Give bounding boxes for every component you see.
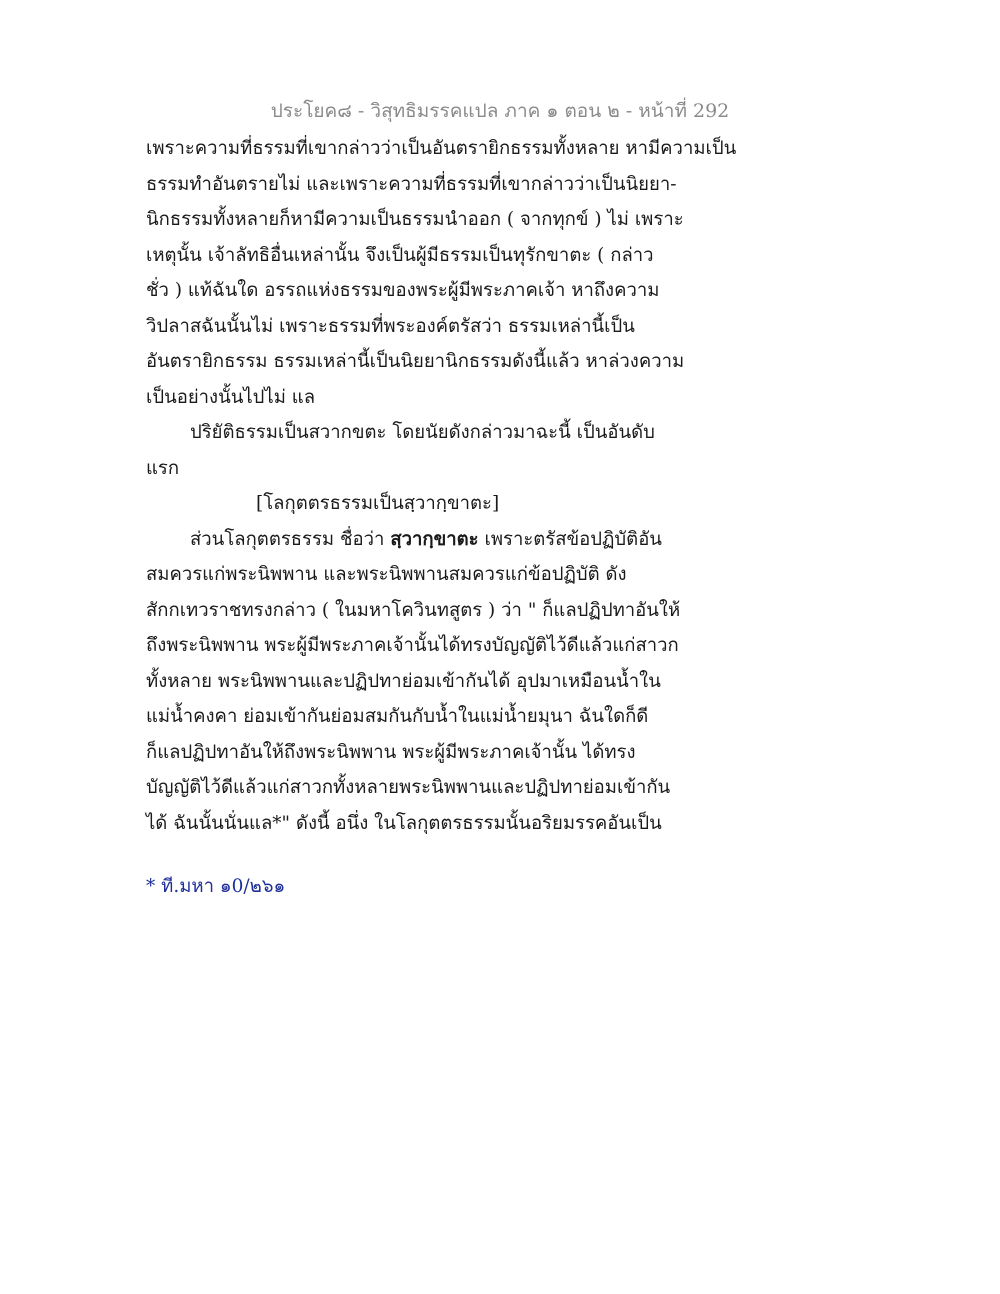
page-header [0,96,1000,126]
bold-term: สฺวากฺขาตะ [390,528,479,550]
paragraph-line: สักกเทวราชทรงกล่าว ( ในมหาโควินทสูตร ) ว่า " ก็แลปฏิปทาอันให้ [146,599,681,621]
paragraph-line: แรก [146,457,180,479]
footnote: * ที.มหา ๑0/๒๖๑ [146,876,286,897]
paragraph-line: ก็แลปฏิปทาอันให้ถึงพระนิพพาน พระผู้มีพระภาคเจ้านั้น ได้ทรง [146,741,636,763]
paragraph-text: เพราะตรัสข้อปฏิบัติอัน [478,528,662,550]
paragraph-line: วิปลาสฉันนั้นไม่ เพราะธรรมที่พระองค์ตรัสว่า ธรรมเหล่านี้เป็น [146,315,635,337]
paragraph-line: เหตุนั้น เจ้าลัทธิอื่นเหล่านั้น จึงเป็นผู้มีธรรมเป็นทุรักขาตะ ( กล่าว [146,244,654,266]
paragraph-line: อันตรายิกธรรม ธรรมเหล่านี้เป็นนิยยานิกธรรมดังนี้แล้ว หาล่วงความ [146,351,685,372]
paragraph-line: เพราะความที่ธรรมที่เขากล่าวว่าเป็นอันตรายิกธรรมทั้งหลาย หามีความเป็น [146,138,737,159]
paragraph-line: เป็นอย่างนั้นไปไม่ แล [146,386,316,408]
paragraph-line: บัญญัติไว้ดีแล้วแก่สาวกทั้งหลายพระนิพพานและปฏิปทาย่อมเข้ากัน [146,777,671,798]
body-text [146,131,737,841]
paragraph-text: ส่วนโลกุตตรธรรม ชื่อว่า [190,528,391,550]
page-header-text: ประโยค๘ - วิสุทธิมรรคแปล ภาค ๑ ตอน ๒ - หน้าที่ 292 [270,100,730,122]
paragraph-line: ทั้งหลาย พระนิพพานและปฏิปทาย่อมเข้ากันได้ อุปมาเหมือนน้ำใน [146,670,661,692]
paragraph-line: ปริยัติธรรมเป็นสวากขตะ โดยนัยดังกล่าวมาฉะนี้ เป็นอันดับ [190,422,655,443]
paragraph-line: นิกธรรมทั้งหลายก็หามีความเป็นธรรมนำออก ( จากทุกข์ ) ไม่ เพราะ [146,209,684,230]
paragraph-line: ได้ ฉันนั้นนั่นแล*" ดังนี้ อนึ่ง ในโลกุตตรธรรมนั้นอริยมรรคอันเป็น [146,812,662,834]
paragraph-line: ธรรมทำอันตรายไม่ และเพราะความที่ธรรมที่เขากล่าวว่าเป็นนิยยา- [146,173,677,195]
paragraph-line: แม่น้ำคงคา ย่อมเข้ากันย่อมสมกันกับน้ำในแม่น้ำยมุนา ฉันใดก็ดี [146,706,649,727]
paragraph-line [146,522,686,558]
section-heading: [โลกุตตรธรรมเป็นสฺวากฺขาตะ] [256,493,500,514]
paragraph-line: สมควรแก่พระนิพพาน และพระนิพพานสมควรแก่ข้อปฏิบัติ ดัง [146,564,627,585]
paragraph-line: ชั่ว ) แท้ฉันใด อรรถแห่งธรรมของพระผู้มีพระภาคเจ้า หาถึงความ [146,280,660,301]
paragraph-line: ถึงพระนิพพาน พระผู้มีพระภาคเจ้านั้นได้ทรงบัญญัติไว้ดีแล้วแก่สาวก [146,635,679,656]
